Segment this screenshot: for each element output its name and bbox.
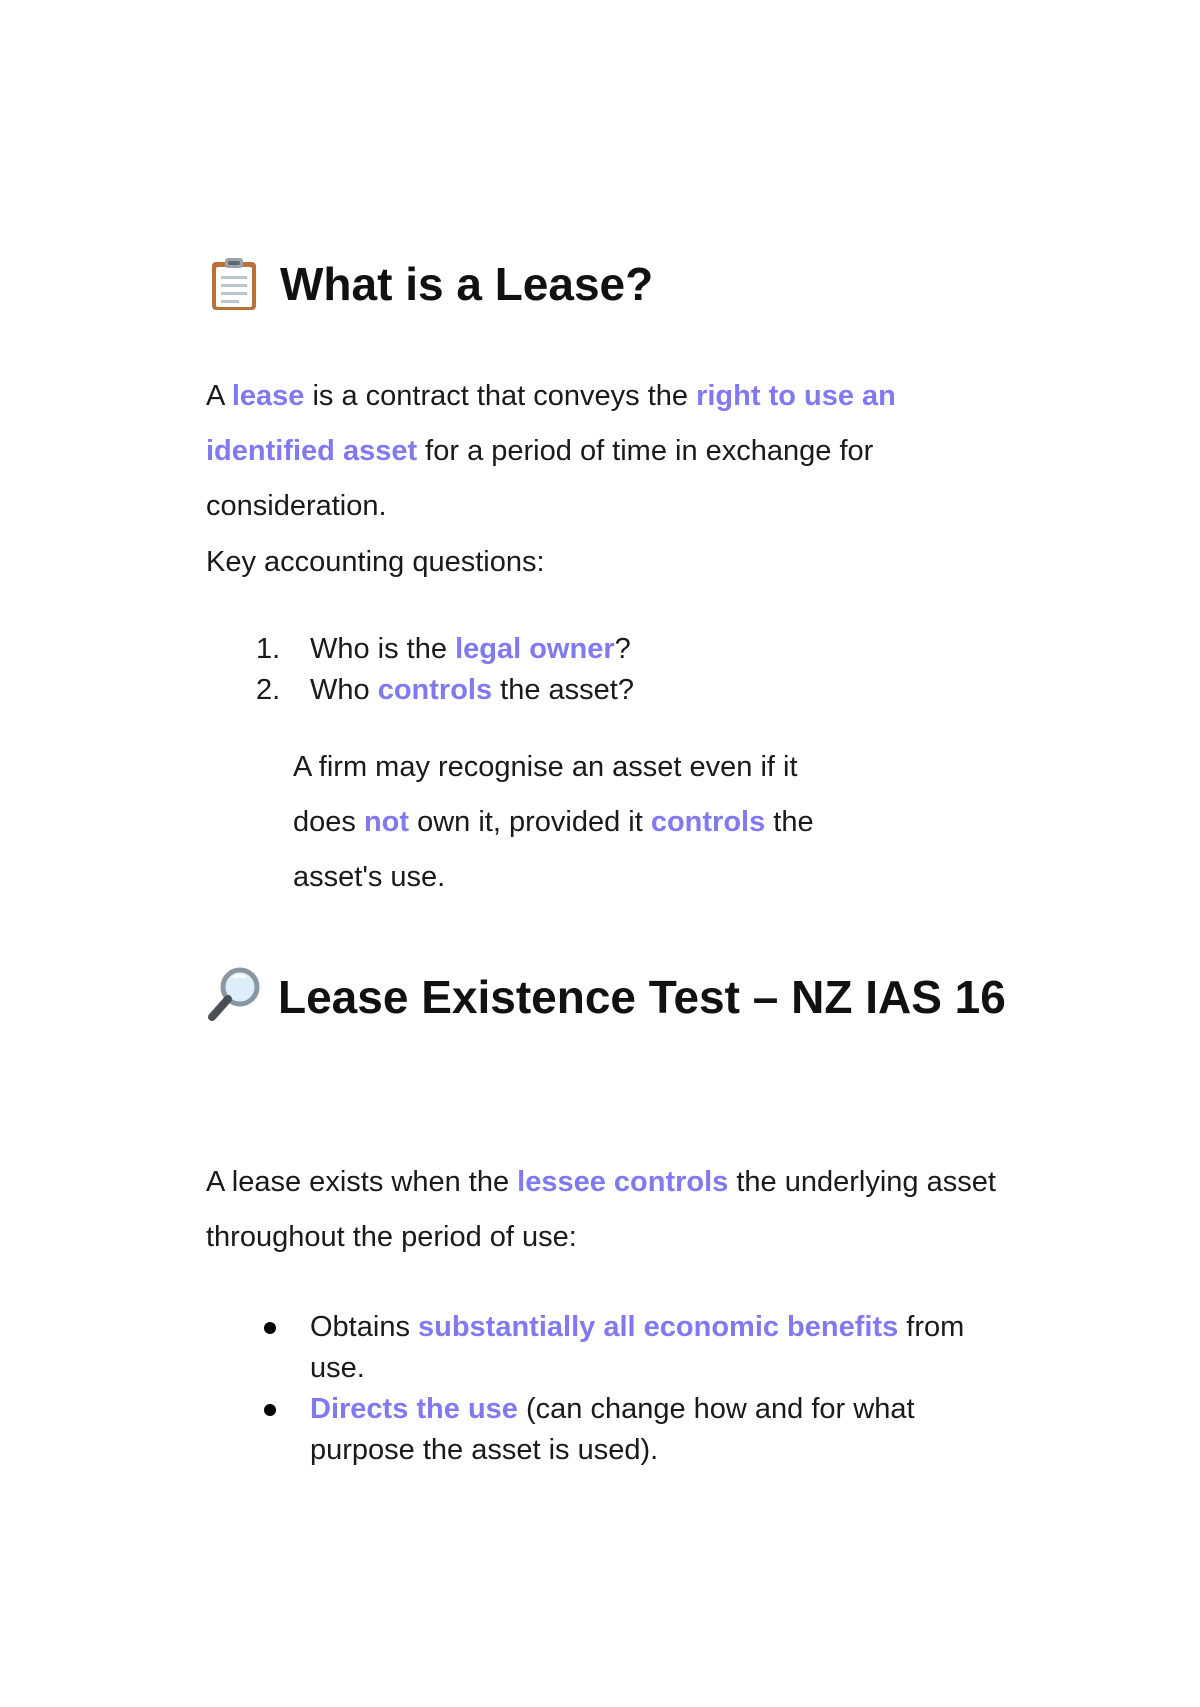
text-run: own it, provided it [409, 806, 651, 838]
text-run: the underlying asset throughout the period of use: [206, 1166, 996, 1253]
text-run: Who is the [310, 633, 456, 665]
section-title: Lease Existence Test – NZ IAS 16 [278, 971, 1006, 1023]
list-item [256, 1389, 970, 1471]
section-title: What is a Lease? [280, 258, 654, 310]
list-number: 1. [256, 633, 281, 665]
section-heading-what-is-a-lease [206, 256, 653, 312]
highlight-term: Directs the use [310, 1393, 518, 1425]
control-criteria-list [256, 1307, 970, 1471]
lease-definition-paragraph [206, 369, 1006, 534]
magnifying-glass-icon [206, 965, 264, 1023]
questions-list [256, 629, 634, 711]
lease-exists-paragraph [206, 1155, 1006, 1265]
highlight-term: controls [377, 674, 493, 706]
highlight-term: lease [231, 380, 305, 412]
text-run: Obtains [310, 1311, 418, 1343]
bullet-icon [264, 1404, 276, 1416]
questions-label: Key accounting questions: [206, 546, 545, 578]
text-run: Who [310, 674, 378, 706]
text-run: ? [614, 633, 631, 665]
text-run: the asset? [492, 674, 634, 706]
highlight-term: right to use an identified asset [206, 380, 896, 467]
text-run: for a period of time in exchange for consideration. [206, 435, 874, 522]
highlight-term: legal owner [455, 633, 615, 665]
highlight-term: lessee controls [517, 1166, 729, 1198]
list-item [256, 629, 634, 670]
text-run: A firm may recognise an asset even if it does [293, 751, 798, 838]
control-note-paragraph [293, 740, 853, 905]
list-item-text [310, 629, 631, 670]
highlight-term: substantially all economic benefits [418, 1311, 899, 1343]
clipboard-icon [206, 256, 262, 312]
list-item-text [310, 670, 634, 711]
text-run: (can change how and for what purpose the asset is used). [310, 1393, 915, 1466]
list-item [256, 1307, 970, 1389]
highlight-term: controls [650, 806, 766, 838]
text-run: from use. [310, 1311, 965, 1384]
list-item [256, 670, 634, 711]
bullet-icon [264, 1322, 276, 1334]
text-run: is a contract that conveys the [304, 380, 697, 412]
text-run: A [206, 380, 232, 412]
section-heading-lease-existence-test [206, 955, 1006, 1039]
text-run: the asset's use. [293, 806, 814, 893]
list-number: 2. [256, 674, 281, 706]
highlight-term: not [363, 806, 410, 838]
text-run: A lease exists when the [206, 1166, 518, 1198]
